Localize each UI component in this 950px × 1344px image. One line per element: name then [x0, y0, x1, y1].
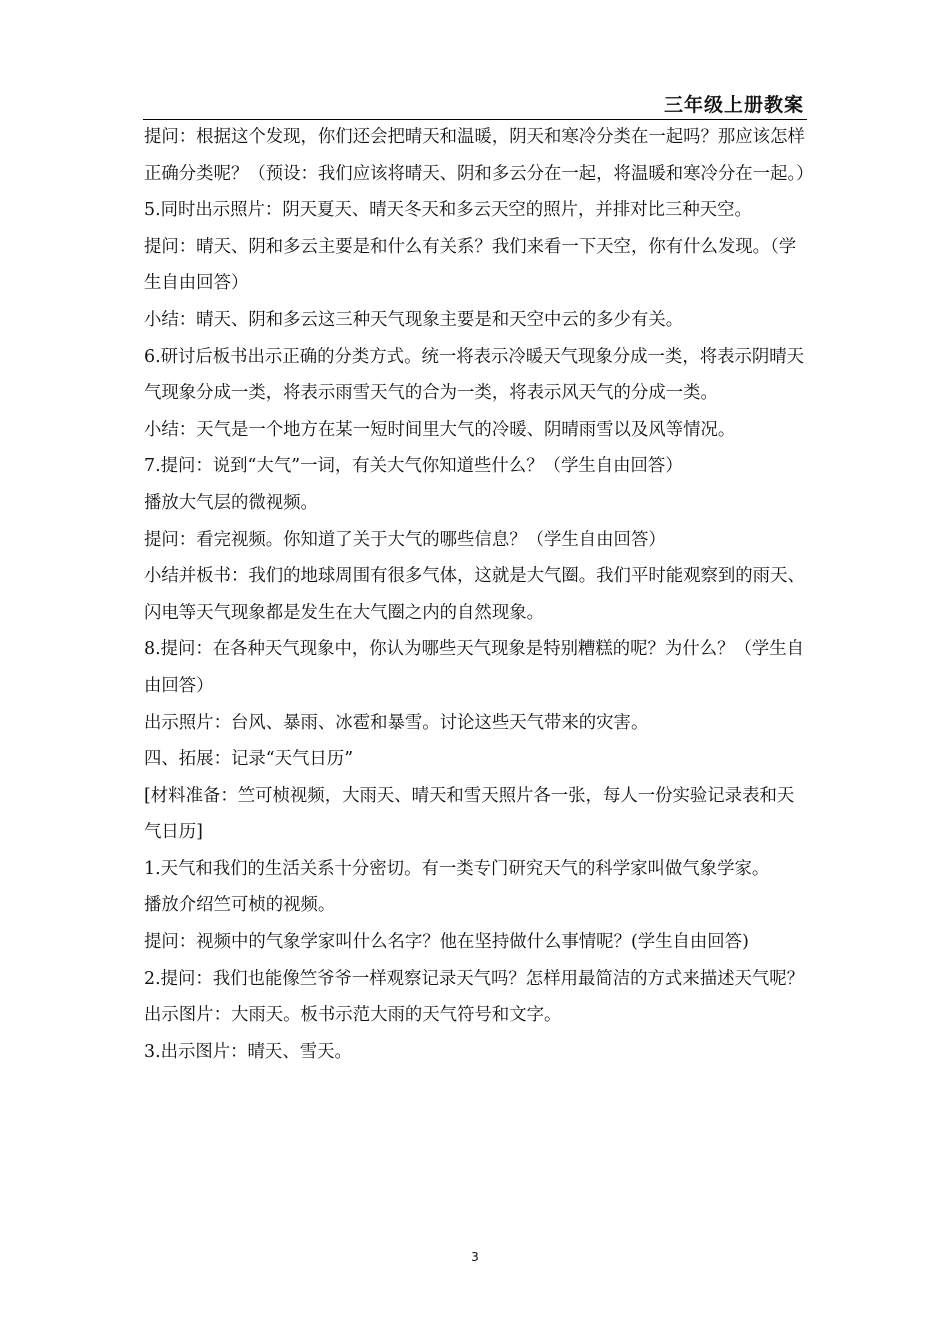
paragraph: 提问：根据这个发现，你们还会把晴天和温暖，阴天和寒冷分类在一起吗？那应该怎样正确分类呢？（预设：我们应该将晴天、阴和多云分在一起，将温暖和寒冷分在一起。）: [144, 127, 814, 184]
paragraph: 出示照片：台风、暴雨、冰雹和暴雪。讨论这些天气带来的灾害。: [144, 712, 649, 733]
paragraph: 播放大气层的微视频。: [144, 492, 318, 513]
document-body: [144, 119, 814, 1070]
paragraph: 提问：晴天、阴和多云主要是和什么有关系？我们来看一下天空，你有什么发现。（学生自由回答）: [144, 236, 797, 294]
paragraph: 小结：天气是一个地方在某一短时间里大气的冷暖、阴晴雨雪以及风等情况。: [144, 419, 736, 440]
paragraph: 7.提问：说到“大气”一词，有关大气你知道些什么？（学生自由回答）: [144, 456, 683, 477]
paragraph: 8.提问：在各种天气现象中，你认为哪些天气现象是特别糟糕的呢？为什么？（学生自由回答）: [144, 639, 805, 696]
paragraph: 小结并板书：我们的地球周围有很多气体，这就是大气圈。我们平时能观察到的雨天、闪电等天气现象都是发生在大气圈之内的自然现象。: [144, 566, 805, 623]
paragraph: 5.同时出示照片：阴天夏天、晴天冬天和多云天空的照片，并排对比三种天空。: [144, 200, 752, 221]
paragraph: 小结：晴天、阴和多云这三种天气现象主要是和天空中云的多少有关。: [144, 309, 684, 330]
paragraph: 出示图片：大雨天。板书示范大雨的天气符号和文字。: [144, 1005, 562, 1026]
header-title: 三年级上册教案: [663, 94, 804, 116]
paragraph: 播放介绍竺可桢的视频。: [144, 895, 336, 916]
paragraph: 提问：看完视频。你知道了关于大气的哪些信息？（学生自由回答）: [144, 529, 666, 550]
page-number: 3: [471, 1250, 479, 1264]
paragraph: 6.研讨后板书出示正确的分类方式。统一将表示冷暖天气现象分成一类，将表示阴晴天气现象分成一类，将表示雨雪天气的合为一类，将表示风天气的分成一类。: [144, 346, 805, 404]
paragraph: 3.出示图片：晴天、雪天。: [144, 1041, 352, 1062]
section-heading: 四、拓展：记录“天气日历”: [144, 749, 354, 770]
paragraph: 2.提问：我们也能像竺爷爷一样观察记录天气吗？怎样用最简洁的方式来描述天气呢？: [144, 968, 805, 989]
paragraph: [材料准备：竺可桢视频，大雨天、晴天和雪天照片各一张，每人一份实验记录表和天气日历]: [144, 785, 795, 843]
paragraph: 提问：视频中的气象学家叫什么名字？他在坚持做什么事情呢？(学生自由回答): [144, 932, 749, 953]
paragraph: 1.天气和我们的生活关系十分密切。有一类专门研究天气的科学家叫做气象学家。: [144, 858, 770, 879]
